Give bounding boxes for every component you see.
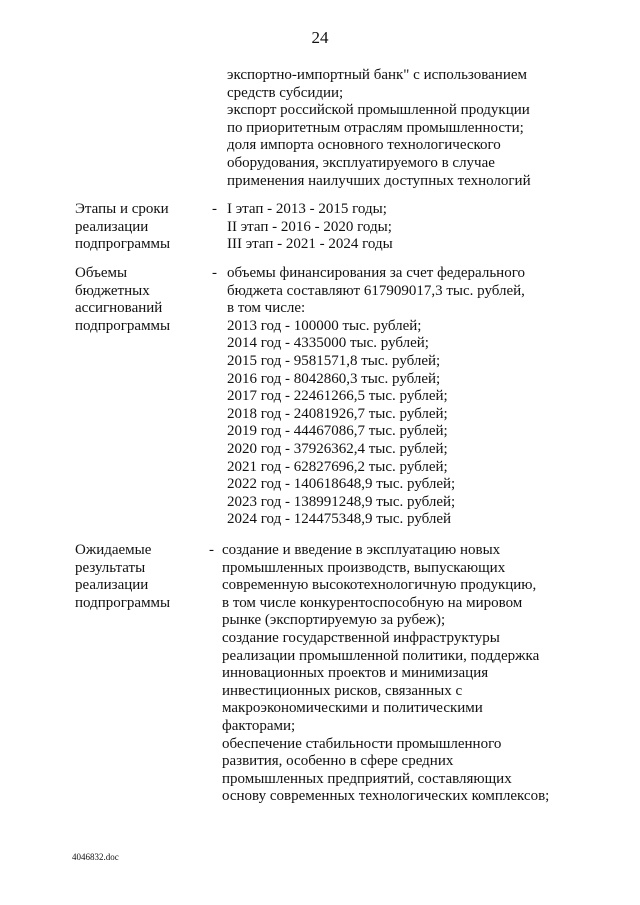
- text-line: в том числе конкурентоспособную на мировом: [222, 594, 523, 611]
- section-content-budget: [227, 265, 525, 529]
- section-label-stages: [75, 201, 205, 254]
- page-number: 24: [311, 28, 329, 47]
- text-line: I этап - 2013 - 2015 годы;: [227, 201, 387, 217]
- text-line: создание и введение в эксплуатацию новых: [222, 542, 501, 558]
- text-line: оборудования, эксплуатируемого в случае: [227, 154, 495, 171]
- section-dash: -: [212, 265, 217, 281]
- text-line: инновационных проектов и минимизация: [222, 665, 489, 682]
- label-line: Объемы: [75, 265, 128, 281]
- text-line: развития, особенно в сфере средних: [222, 753, 454, 770]
- text-line: по приоритетным отраслям промышленности;: [227, 119, 524, 136]
- text-line: современную высокотехнологичную продукцию,: [222, 577, 537, 594]
- text-line: 2015 год - 9581571,8 тыс. рублей;: [227, 352, 441, 369]
- label-line: ассигнований: [75, 300, 163, 317]
- text-line: II этап - 2016 - 2020 годы;: [227, 218, 392, 235]
- section-label-results: [75, 542, 205, 612]
- label-line: реализации: [75, 577, 149, 594]
- label-line: реализации: [75, 218, 149, 235]
- text-line: рынке (экспортируемую за рубеж);: [222, 612, 446, 629]
- text-line: 2020 год - 37926362,4 тыс. рублей;: [227, 440, 448, 457]
- text-line: 2021 год - 62827696,2 тыс. рублей;: [227, 458, 448, 475]
- text-line: 2014 год - 4335000 тыс. рублей;: [227, 335, 429, 352]
- text-line: факторами;: [222, 717, 296, 734]
- text-line: основу современных технологических комплексов;: [222, 788, 550, 805]
- text-line: 2022 год - 140618648,9 тыс. рублей;: [227, 476, 456, 493]
- text-line: III этап - 2021 - 2024 годы: [227, 236, 393, 253]
- text-line: 2013 год - 100000 тыс. рублей;: [227, 317, 422, 334]
- text-line: создание государственной инфраструктуры: [222, 629, 500, 646]
- section-dash: -: [209, 542, 214, 558]
- text-line: реализации промышленной политики, поддержка: [222, 647, 540, 664]
- label-line: Этапы и сроки: [75, 201, 169, 217]
- text-line: 2024 год - 124475348,9 тыс. рублей: [227, 511, 452, 528]
- section-content-stages: [227, 201, 393, 254]
- text-line: обеспечение стабильности промышленного: [222, 735, 502, 752]
- text-line: применения наилучших доступных технологий: [227, 172, 531, 189]
- text-line: экспортно-импортный банк" с использованием: [227, 67, 528, 83]
- text-line: 2019 год - 44467086,7 тыс. рублей;: [227, 423, 448, 440]
- text-line: средств субсидии;: [227, 84, 344, 101]
- label-line: подпрограммы: [75, 317, 171, 334]
- text-line: 2016 год - 8042860,3 тыс. рублей;: [227, 370, 441, 387]
- text-line: объемы финансирования за счет федерального: [227, 265, 525, 281]
- text-line: промышленных производств, выпускающих: [222, 559, 506, 576]
- label-line: результаты: [75, 559, 146, 576]
- text-line: инвестиционных рисков, связанных с: [222, 682, 463, 699]
- label-line: подпрограммы: [75, 594, 171, 611]
- label-line: подпрограммы: [75, 236, 171, 253]
- text-line: бюджета составляют 617909017,3 тыс. рублей,: [227, 282, 525, 299]
- section-content-results: [222, 542, 549, 806]
- text-line: в том числе:: [227, 300, 306, 317]
- text-line: 2023 год - 138991248,9 тыс. рублей;: [227, 493, 456, 510]
- text-line: 2017 год - 22461266,5 тыс. рублей;: [227, 388, 448, 405]
- label-line: бюджетных: [75, 282, 150, 299]
- document-footer: 4046832.doc: [72, 852, 119, 862]
- text-line: промышленных предприятий, составляющих: [222, 770, 512, 787]
- text-line: экспорт российской промышленной продукции: [227, 102, 530, 119]
- label-line: Ожидаемые: [75, 542, 152, 558]
- text-line: макроэкономическими и политическими: [222, 700, 483, 717]
- text-line: доля импорта основного технологического: [227, 137, 501, 154]
- section-label-budget: [75, 265, 205, 335]
- section-dash: -: [212, 201, 217, 217]
- text-line: 2018 год - 24081926,7 тыс. рублей;: [227, 405, 448, 422]
- continuation-text: [227, 67, 531, 190]
